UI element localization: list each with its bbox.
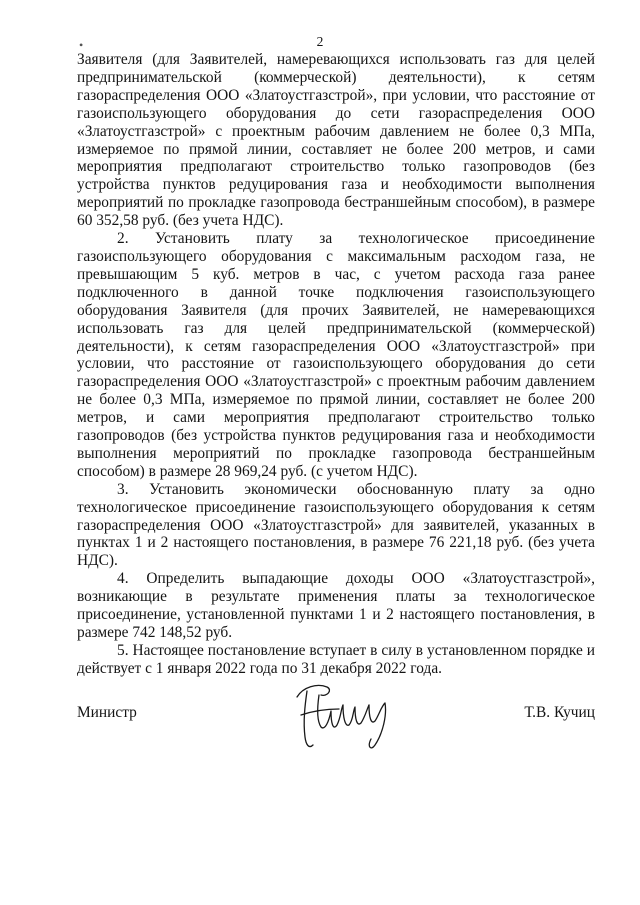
paragraph-continuation: Заявителя (для Заявителей, намеревающихся использовать газ для целей предпринимательской (коммерческой) деятельности), к сетям газораспределения ООО «Златоустгазстрой», при условии, что расстояние от газоиспользующего оборудования до сети газораспределения ООО «Златоустгазстрой» с проектным рабочим давлением не более 0,3 МПа, измеряемое по прямой линии, составляет не более 200 метров, и сами мероприятия предполагают строительство только газопроводов (без устройства пунктов редуцирования газа и необходимости выполнения мероприятий по прокладке газопровода бестраншейным способом), в размере 60 352,58 руб. (без учета НДС). [77, 51, 595, 230]
document-body [77, 51, 595, 678]
signatory-name: Т.В. Кучиц [524, 704, 595, 721]
paragraph-item-5: 5. Настоящее постановление вступает в силу в установленном порядке и действует с 1 января 2022 года по 31 декабря 2022 года. [77, 641, 595, 677]
paragraph-item-4: 4. Определить выпадающие доходы ООО «Златоустгазстрой», возникающие в результате применения платы за технологическое присоединение, установленной пунктами 1 и 2 настоящего постановления, в размере 742 148,52 руб. [77, 570, 595, 641]
handwritten-signature [283, 675, 408, 755]
paragraph-item-2: 2. Установить плату за технологическое присоединение газоиспользующего оборудования с максимальным расходом газа, не превышающим 5 куб. метров в час, с учетом расхода газа ранее подключенного в данной точке подключения газоиспользующего оборудования Заявителя (для прочих Заявителей, не намеревающихся использовать газ для целей предпринимательской (коммерческой) деятельности), к сетям газораспределения ООО «Златоустгазстрой» при условии, что расстояние от газоиспользующего оборудования до сети газораспределения ООО «Златоустгазстрой» с проектным рабочим давлением не более 0,3 МПа, измеряемое по прямой линии, составляет не более 200 метров, и сами мероприятия предполагают строительство только газопроводов (без устройства пунктов редуцирования газа и необходимости выполнения мероприятий по прокладке газопровода бестраншейным способом) в размере 28 969,24 руб. (с учетом НДС). [77, 230, 595, 480]
scan-dot: • [79, 38, 84, 52]
signatory-position: Министр [77, 704, 137, 721]
page-number: 2 [316, 34, 324, 49]
paragraph-item-3: 3. Установить экономически обоснованную плату за одно технологическое присоединение газоиспользующего оборудования к сетям газораспределения ООО «Златоустгазстрой» для заявителей, указанных в пунктах 1 и 2 настоящего постановления, в размере 76 221,18 руб. (без учета НДС). [77, 480, 595, 570]
